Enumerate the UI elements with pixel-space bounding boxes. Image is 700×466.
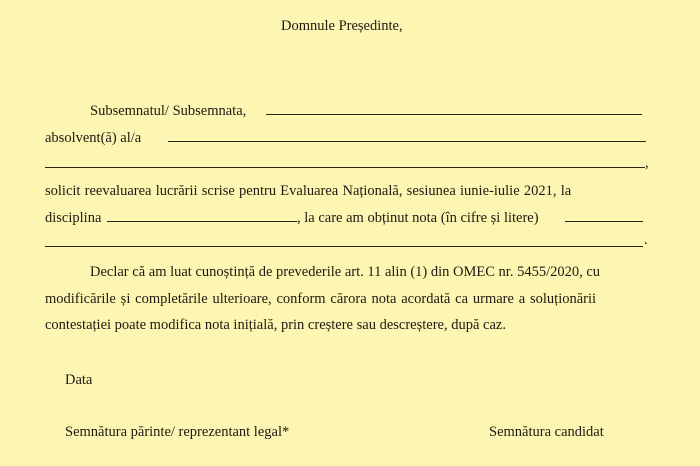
grade-continuation-field[interactable]: [45, 232, 647, 248]
declaration-line-2: modificările și completările ulterioare, conform cărora nota acordată ca urmare a soluționării: [45, 291, 597, 307]
school-label: absolvent(ă) al/a: [45, 130, 142, 146]
grade-field[interactable]: [565, 207, 647, 223]
name-label: Subsemnatul/ Subsemnata,: [90, 103, 247, 119]
school-continuation-field[interactable]: [45, 153, 649, 169]
declaration-line-3: contestației poate modifica nota inițială, prin creștere sau descreștere, după caz.: [45, 317, 506, 333]
discipline-field[interactable]: [107, 207, 301, 223]
period-mark: .: [644, 232, 648, 248]
school-field[interactable]: [168, 127, 650, 143]
discipline-label: disciplina: [45, 210, 102, 226]
candidate-signature-label: Semnătura candidat: [489, 424, 604, 440]
salutation: Domnule Președinte,: [281, 18, 403, 34]
request-text: solicit reevaluarea lucrării scrise pentru Evaluarea Națională, sesiunea iunie-iulie 2021, la: [45, 183, 572, 199]
date-label: Data: [65, 372, 93, 388]
declaration-line-1: Declar că am luat cunoștință de prevederile art. 11 alin (1) din OMEC nr. 5455/2020, cu: [90, 264, 601, 280]
comma-mark: ,: [645, 155, 649, 171]
grade-label: , la care am obținut nota (în cifre și litere): [297, 210, 539, 226]
parent-signature-label: Semnătura părinte/ reprezentant legal*: [65, 424, 290, 440]
name-field[interactable]: [266, 100, 646, 116]
